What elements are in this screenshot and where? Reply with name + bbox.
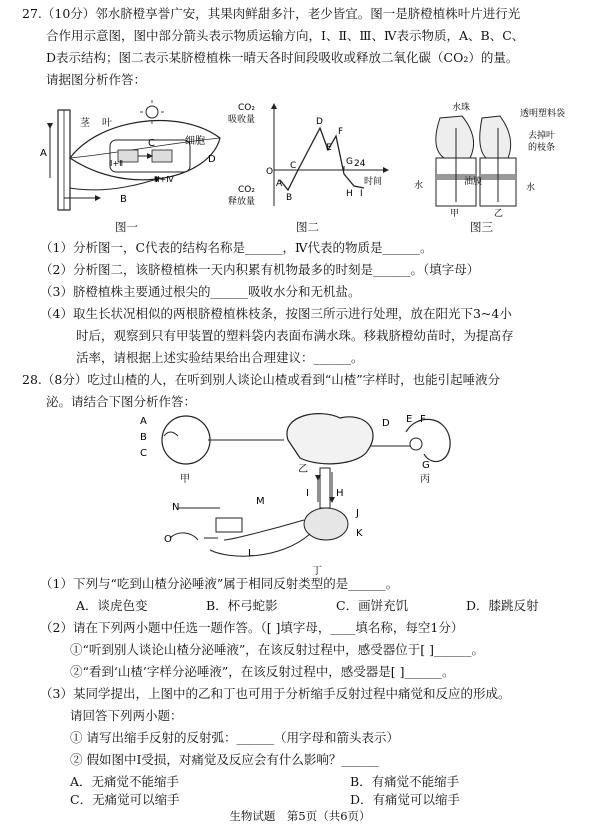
- fig28-label-M: M: [256, 496, 265, 507]
- q28-3-option-B: B．有痛觉不能缩手: [350, 774, 460, 789]
- fig1-label-D: D: [208, 154, 216, 165]
- fig2-G: G: [346, 157, 353, 167]
- fig1-label-B: B: [120, 194, 127, 205]
- fig3-water-drop: 水珠: [452, 103, 471, 113]
- fig2-24: 24: [354, 159, 366, 169]
- q28-option-C: C．画饼充饥: [336, 598, 409, 613]
- q28-sub-2b: ②“看到‘山楂’字样分泌唾液”，在该反射过程中，感受器是[ ]______。: [70, 664, 455, 679]
- fig2-A: A: [276, 179, 283, 189]
- q28-option-B: B．杯弓蛇影: [206, 598, 278, 613]
- effector-shape: [216, 518, 242, 532]
- fig2-C: C: [290, 161, 297, 171]
- fig28-label-B: B: [140, 432, 147, 443]
- fig3-jia: 甲: [450, 209, 460, 218]
- spinal-cord-section: [304, 508, 348, 540]
- q28-3-option-C: C．无痛觉可以缩手: [70, 792, 180, 807]
- fig2-co2-bottom: CO₂: [238, 185, 255, 195]
- q27-line-4: 请据图分析作答：: [46, 72, 147, 87]
- q28-sub-3b: ② 假如图中Ⅰ受损，对痛觉及反应会有什么影响？______: [70, 752, 379, 767]
- fig28-label-H: H: [336, 488, 344, 499]
- figure-3-caption: 图三: [470, 220, 493, 234]
- q27-sub-2: （2）分析图二，该脐橙植株一天内积累有机物最多的时刻是______。（填字母）: [40, 262, 480, 277]
- fig2-I: I: [360, 189, 363, 199]
- q27-line-2: 合作用示意图，图中部分箭头表示物质运输方向，Ⅰ、Ⅱ、Ⅲ、Ⅳ表示物质，A、B、C、: [46, 28, 525, 43]
- q27-line-1: 27.（10分）邻水脐橙享誉广安，其果肉鲜甜多汁，老少皆宜。图一是脐橙植株叶片进行光: [22, 6, 521, 21]
- fig1-label-C: C: [148, 138, 155, 149]
- q28-3-option-D: D．有痛觉可以缩手: [350, 792, 461, 807]
- q28-option-A: A．谈虎色变: [76, 598, 148, 613]
- fig28-label-C: C: [140, 448, 147, 459]
- fig2-co2-top: CO₂: [238, 103, 255, 113]
- fig2-H: H: [346, 189, 353, 199]
- fig3-oil: 油膜: [464, 177, 483, 187]
- q28-sub-3-intro: 请回答下列两小题：: [70, 708, 183, 723]
- figure-1-caption: 图一: [115, 220, 138, 234]
- q27-sub-6: 活率，请根据上述实验结果给出合理建议：______。: [76, 350, 364, 365]
- fig1-label-leaf: 叶: [102, 118, 112, 129]
- q28-sub-3a: ① 请写出缩手反射的反射弧：______（用字母和箭头表示）: [70, 730, 399, 745]
- q27-sub-4: （4）取生长状况相似的两根脐橙植株枝条，按图三所示进行处理，放在阳光下3~4小: [40, 306, 512, 321]
- fig28-label-ding: 丁: [312, 566, 322, 577]
- q27-line-3: D表示结构；图二表示某脐橙植株一晴天各时间段吸收或释放二氧化碳（CO₂）的量。: [46, 50, 519, 65]
- brain-shape: [287, 414, 373, 464]
- q27-sub-5: 时后，观察到只有甲装置的塑料袋内表面布满水珠。移栽脐橙幼苗时，为提高存: [76, 328, 514, 343]
- q28-sub-2a: ①“听到别人谈论山楂分泌唾液”，在该反射过程中，感受器位于[ ]______。: [70, 642, 485, 657]
- fig2-E: E: [326, 143, 332, 153]
- fig3-bag: 透明塑料袋: [520, 109, 566, 119]
- bag-right-shape: [480, 116, 511, 158]
- q28-line-2: 泌。请结合下图分析作答：: [46, 394, 197, 409]
- sun-icon: [146, 106, 158, 118]
- fig3-water-left: 水: [414, 181, 424, 191]
- q27-sub-3: （3）脐橙植株主要通过根尖的______吸收水分和无机盐。: [40, 284, 361, 299]
- q28-line-1: 28.（8分）吃过山楂的人，在听到别人谈论山楂或看到“山楂”字样时，也能引起唾液分: [22, 372, 501, 387]
- fig28-label-L: L: [248, 548, 254, 559]
- fig1-label-in: Ⅰ+Ⅱ: [110, 159, 123, 168]
- fig28-label-J: J: [356, 508, 359, 519]
- page-footer: 生物试题 第5页（共6页）: [229, 809, 371, 823]
- q28-sub-1: （1）下列与“吃到山楂分泌唾液”属于相同反射类型的是______。: [40, 576, 399, 591]
- leaf-shape: [70, 121, 220, 180]
- fig28-label-F: F: [420, 414, 426, 425]
- bag-left-shape: [436, 116, 474, 158]
- fig2-B: B: [286, 193, 293, 203]
- fig1-label-out: Ⅲ+Ⅳ: [154, 175, 174, 184]
- q28-sub-2: （2）请在下列两小题中任选一题作答。（[ ]填字母，____填名称，每空1分）: [40, 620, 464, 635]
- q28-3-option-A: A．无痛觉不能缩手: [70, 774, 180, 789]
- fig2-O: O: [266, 167, 274, 177]
- figure-2-co2-curve: [228, 98, 396, 216]
- fig2-F: F: [338, 127, 344, 137]
- fig3-cut2: 的枝条: [528, 143, 556, 153]
- fig28-label-bing: 丙: [420, 474, 430, 485]
- fig1-label-A: A: [40, 148, 47, 159]
- fig2-time: 时间: [364, 177, 383, 187]
- q27-sub-1: （1）分析图一，C代表的结构名称是______，Ⅳ代表的物质是______。: [40, 240, 433, 255]
- fig28-label-N: N: [172, 502, 180, 513]
- q28-option-D: D．膝跳反射: [466, 598, 539, 613]
- fig2-release: 释放量: [228, 197, 256, 207]
- figure-1-leaf-diagram: [40, 98, 240, 218]
- fig3-cut1: 去掉叶: [528, 131, 556, 141]
- ear-shape: [406, 419, 450, 461]
- fig1-label-stem: 茎: [80, 118, 90, 129]
- figure-2-caption: 图二: [296, 220, 319, 234]
- fig3-water-right: 水: [526, 183, 536, 193]
- fig1-label-cell: 细胞: [185, 136, 205, 147]
- eye-shape: [162, 416, 210, 464]
- fig28-label-A: A: [140, 416, 147, 427]
- fig2-absorb: 吸收量: [228, 115, 256, 125]
- fig28-label-E: E: [406, 414, 413, 425]
- fig28-label-K: K: [356, 528, 363, 539]
- q28-sub-3: （3）某同学提出，上图中的乙和丁也可用于分析缩手反射过程中痛觉和反应的形成。: [40, 686, 511, 701]
- fig28-label-yi: 乙: [298, 464, 308, 475]
- fig2-D: D: [316, 117, 323, 127]
- fig28-label-O: O: [164, 534, 172, 545]
- fig28-label-I: I: [306, 488, 309, 499]
- reflex-arc-figure: [120, 410, 480, 580]
- figure-3-experiment: [400, 98, 590, 218]
- fig28-label-G: G: [422, 460, 430, 471]
- fig28-label-D: D: [382, 418, 390, 429]
- fig28-label-jia: 甲: [180, 474, 190, 485]
- fig3-yi: 乙: [494, 209, 504, 218]
